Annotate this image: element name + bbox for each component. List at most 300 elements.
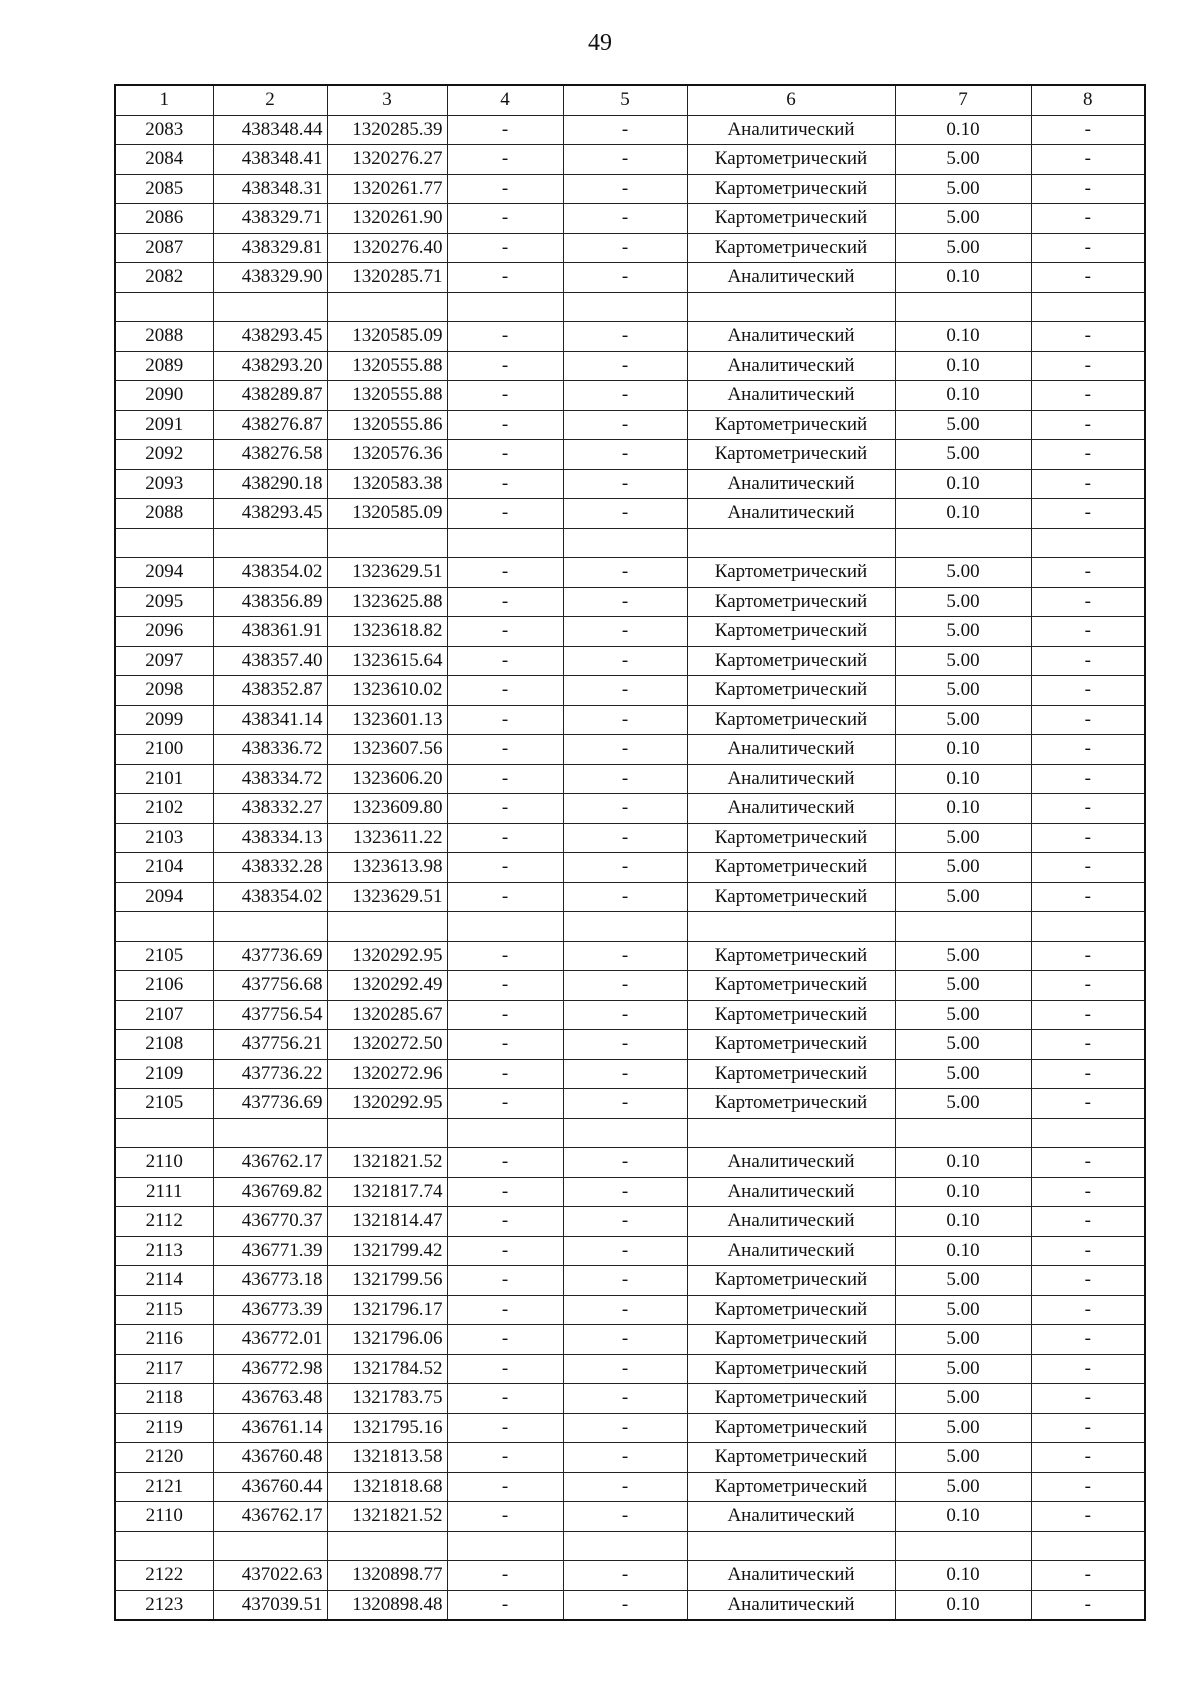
cell-accuracy: 0.10: [895, 1177, 1031, 1207]
cell-method: Картометрический: [687, 558, 895, 588]
cell-y-coord: 1321821.52: [327, 1502, 447, 1532]
table-row: [115, 1384, 1145, 1414]
cell-method: [687, 528, 895, 558]
cell-y-coord: 1321796.17: [327, 1295, 447, 1325]
table-row: [115, 1089, 1145, 1119]
cell-point-number: 2117: [115, 1354, 213, 1384]
cell-col-5: -: [563, 764, 687, 794]
cell-col-4: -: [447, 794, 563, 824]
cell-accuracy: 5.00: [895, 1059, 1031, 1089]
table-row: [115, 587, 1145, 617]
cell-col-4: -: [447, 764, 563, 794]
header-cell-7: 7: [895, 85, 1031, 115]
table-row: [115, 1207, 1145, 1237]
cell-col-4: -: [447, 1413, 563, 1443]
cell-method: Картометрический: [687, 410, 895, 440]
cell-x-coord: 437736.69: [213, 941, 327, 971]
cell-point-number: 2094: [115, 882, 213, 912]
cell-col-4: -: [447, 1089, 563, 1119]
cell-accuracy: 0.10: [895, 1561, 1031, 1591]
cell-method: Картометрический: [687, 1354, 895, 1384]
cell-y-coord: 1320585.09: [327, 322, 447, 352]
cell-col-5: -: [563, 1502, 687, 1532]
cell-col-5: -: [563, 1443, 687, 1473]
cell-method: Картометрический: [687, 617, 895, 647]
cell-col-4: -: [447, 1325, 563, 1355]
cell-col-8: -: [1031, 1000, 1145, 1030]
cell-accuracy: 5.00: [895, 1266, 1031, 1296]
cell-col-5: -: [563, 1089, 687, 1119]
cell-x-coord: 436770.37: [213, 1207, 327, 1237]
cell-x-coord: 438348.44: [213, 115, 327, 145]
cell-y-coord: 1320292.49: [327, 971, 447, 1001]
cell-accuracy: 5.00: [895, 1472, 1031, 1502]
cell-col-4: -: [447, 115, 563, 145]
cell-accuracy: 0.10: [895, 1502, 1031, 1532]
cell-point-number: 2099: [115, 705, 213, 735]
cell-method: Картометрический: [687, 853, 895, 883]
cell-col-4: -: [447, 735, 563, 765]
cell-accuracy: 5.00: [895, 440, 1031, 470]
cell-x-coord: 436769.82: [213, 1177, 327, 1207]
cell-col-4: -: [447, 1236, 563, 1266]
cell-col-5: -: [563, 1472, 687, 1502]
table-row: [115, 1236, 1145, 1266]
cell-col-8: -: [1031, 1030, 1145, 1060]
cell-col-5: -: [563, 646, 687, 676]
cell-x-coord: 438354.02: [213, 882, 327, 912]
cell-point-number: 2089: [115, 351, 213, 381]
cell-col-4: -: [447, 440, 563, 470]
table-row: [115, 1472, 1145, 1502]
cell-accuracy: 0.10: [895, 115, 1031, 145]
cell-y-coord: 1323615.64: [327, 646, 447, 676]
table-body: [115, 85, 1145, 1620]
cell-y-coord: 1320898.48: [327, 1590, 447, 1620]
cell-point-number: 2103: [115, 823, 213, 853]
cell-x-coord: 436762.17: [213, 1148, 327, 1178]
cell-col-5: -: [563, 469, 687, 499]
cell-x-coord: 438289.87: [213, 381, 327, 411]
cell-accuracy: 0.10: [895, 735, 1031, 765]
cell-x-coord: 438357.40: [213, 646, 327, 676]
table-separator-row: [115, 1118, 1145, 1148]
cell-x-coord: 436772.01: [213, 1325, 327, 1355]
cell-accuracy: [895, 912, 1031, 942]
cell-point-number: 2108: [115, 1030, 213, 1060]
cell-accuracy: 5.00: [895, 705, 1031, 735]
cell-col-4: -: [447, 499, 563, 529]
table-row: [115, 1325, 1145, 1355]
cell-y-coord: 1320272.50: [327, 1030, 447, 1060]
cell-method: Картометрический: [687, 1384, 895, 1414]
cell-x-coord: 437756.21: [213, 1030, 327, 1060]
cell-y-coord: 1320583.38: [327, 469, 447, 499]
cell-col-5: -: [563, 1561, 687, 1591]
cell-accuracy: 0.10: [895, 1148, 1031, 1178]
cell-col-5: -: [563, 794, 687, 824]
cell-col-4: -: [447, 1472, 563, 1502]
cell-col-5: -: [563, 1236, 687, 1266]
cell-y-coord: 1323607.56: [327, 735, 447, 765]
cell-col-5: -: [563, 1177, 687, 1207]
table-row: [115, 440, 1145, 470]
cell-col-8: -: [1031, 1295, 1145, 1325]
header-cell-6: 6: [687, 85, 895, 115]
page-number: 49: [588, 30, 612, 56]
cell-method: Картометрический: [687, 646, 895, 676]
cell-x-coord: 438341.14: [213, 705, 327, 735]
cell-method: Картометрический: [687, 971, 895, 1001]
cell-method: Картометрический: [687, 1443, 895, 1473]
cell-method: Картометрический: [687, 882, 895, 912]
cell-col-8: -: [1031, 587, 1145, 617]
cell-col-4: -: [447, 174, 563, 204]
cell-x-coord: [213, 292, 327, 322]
header-cell-4: 4: [447, 85, 563, 115]
cell-col-8: -: [1031, 794, 1145, 824]
cell-method: Картометрический: [687, 1266, 895, 1296]
cell-accuracy: 5.00: [895, 1325, 1031, 1355]
cell-col-8: -: [1031, 882, 1145, 912]
cell-point-number: 2110: [115, 1148, 213, 1178]
cell-accuracy: 5.00: [895, 676, 1031, 706]
cell-col-5: -: [563, 233, 687, 263]
cell-point-number: 2107: [115, 1000, 213, 1030]
cell-y-coord: 1323610.02: [327, 676, 447, 706]
cell-point-number: 2121: [115, 1472, 213, 1502]
cell-col-5: -: [563, 1266, 687, 1296]
cell-col-5: -: [563, 1413, 687, 1443]
table-row: [115, 676, 1145, 706]
cell-method: Картометрический: [687, 174, 895, 204]
cell-accuracy: [895, 292, 1031, 322]
cell-method: Аналитический: [687, 499, 895, 529]
cell-col-8: -: [1031, 410, 1145, 440]
cell-method: Картометрический: [687, 1472, 895, 1502]
cell-x-coord: [213, 912, 327, 942]
cell-accuracy: [895, 1531, 1031, 1561]
cell-y-coord: 1323611.22: [327, 823, 447, 853]
cell-col-5: -: [563, 351, 687, 381]
table-row: [115, 1266, 1145, 1296]
cell-col-5: -: [563, 499, 687, 529]
table-row: [115, 646, 1145, 676]
cell-accuracy: [895, 528, 1031, 558]
cell-x-coord: 436771.39: [213, 1236, 327, 1266]
cell-point-number: 2119: [115, 1413, 213, 1443]
cell-point-number: 2088: [115, 322, 213, 352]
cell-x-coord: 438361.91: [213, 617, 327, 647]
cell-col-4: [447, 528, 563, 558]
cell-y-coord: 1320555.86: [327, 410, 447, 440]
cell-y-coord: 1320898.77: [327, 1561, 447, 1591]
cell-accuracy: 5.00: [895, 971, 1031, 1001]
cell-x-coord: 437736.69: [213, 1089, 327, 1119]
cell-method: Картометрический: [687, 705, 895, 735]
table-row: [115, 794, 1145, 824]
cell-y-coord: 1321814.47: [327, 1207, 447, 1237]
cell-point-number: 2105: [115, 941, 213, 971]
cell-col-8: -: [1031, 617, 1145, 647]
cell-accuracy: 5.00: [895, 853, 1031, 883]
table-row: [115, 1030, 1145, 1060]
cell-accuracy: 5.00: [895, 204, 1031, 234]
table-header-row: [115, 85, 1145, 115]
cell-col-4: -: [447, 676, 563, 706]
table-row: [115, 1354, 1145, 1384]
cell-point-number: 2091: [115, 410, 213, 440]
table-separator-row: [115, 912, 1145, 942]
cell-col-8: -: [1031, 1207, 1145, 1237]
table-row: [115, 764, 1145, 794]
cell-method: Аналитический: [687, 351, 895, 381]
cell-accuracy: 0.10: [895, 381, 1031, 411]
cell-col-4: -: [447, 351, 563, 381]
cell-col-4: -: [447, 381, 563, 411]
cell-col-8: [1031, 528, 1145, 558]
cell-y-coord: [327, 1531, 447, 1561]
cell-col-8: -: [1031, 823, 1145, 853]
cell-col-4: -: [447, 1207, 563, 1237]
table-row: [115, 322, 1145, 352]
cell-accuracy: 5.00: [895, 410, 1031, 440]
cell-y-coord: 1320585.09: [327, 499, 447, 529]
cell-accuracy: 0.10: [895, 469, 1031, 499]
cell-col-8: -: [1031, 115, 1145, 145]
cell-col-5: -: [563, 1325, 687, 1355]
cell-col-4: -: [447, 705, 563, 735]
cell-x-coord: 436773.18: [213, 1266, 327, 1296]
cell-col-4: [447, 292, 563, 322]
cell-x-coord: 438332.28: [213, 853, 327, 883]
table-row: [115, 853, 1145, 883]
cell-x-coord: 438276.58: [213, 440, 327, 470]
table-row: [115, 1000, 1145, 1030]
cell-accuracy: 0.10: [895, 263, 1031, 293]
cell-point-number: 2111: [115, 1177, 213, 1207]
cell-col-4: [447, 1118, 563, 1148]
cell-col-5: -: [563, 1590, 687, 1620]
cell-accuracy: 5.00: [895, 233, 1031, 263]
cell-y-coord: 1323625.88: [327, 587, 447, 617]
cell-method: Картометрический: [687, 1000, 895, 1030]
cell-y-coord: 1321818.68: [327, 1472, 447, 1502]
cell-x-coord: [213, 1118, 327, 1148]
cell-accuracy: 0.10: [895, 1590, 1031, 1620]
table-row: [115, 735, 1145, 765]
cell-col-5: -: [563, 735, 687, 765]
cell-x-coord: 436760.48: [213, 1443, 327, 1473]
cell-y-coord: [327, 292, 447, 322]
cell-col-4: -: [447, 617, 563, 647]
cell-point-number: 2104: [115, 853, 213, 883]
cell-col-5: -: [563, 705, 687, 735]
cell-col-5: -: [563, 174, 687, 204]
header-cell-1: 1: [115, 85, 213, 115]
cell-x-coord: 438354.02: [213, 558, 327, 588]
cell-point-number: 2095: [115, 587, 213, 617]
cell-accuracy: 5.00: [895, 1089, 1031, 1119]
cell-x-coord: 437039.51: [213, 1590, 327, 1620]
cell-x-coord: 436773.39: [213, 1295, 327, 1325]
cell-col-5: -: [563, 1384, 687, 1414]
cell-x-coord: 437022.63: [213, 1561, 327, 1591]
cell-accuracy: 5.00: [895, 1000, 1031, 1030]
cell-col-8: -: [1031, 646, 1145, 676]
cell-accuracy: 5.00: [895, 941, 1031, 971]
cell-point-number: 2106: [115, 971, 213, 1001]
cell-point-number: 2097: [115, 646, 213, 676]
cell-col-8: -: [1031, 440, 1145, 470]
cell-x-coord: 438293.45: [213, 499, 327, 529]
table-row: [115, 381, 1145, 411]
cell-method: Картометрический: [687, 233, 895, 263]
cell-point-number: 2088: [115, 499, 213, 529]
table-row: [115, 1059, 1145, 1089]
cell-col-5: -: [563, 115, 687, 145]
table-row: [115, 882, 1145, 912]
cell-col-8: [1031, 292, 1145, 322]
cell-accuracy: 5.00: [895, 1443, 1031, 1473]
cell-x-coord: 438336.72: [213, 735, 327, 765]
cell-method: Картометрический: [687, 1089, 895, 1119]
cell-y-coord: [327, 912, 447, 942]
cell-method: Аналитический: [687, 735, 895, 765]
table-row: [115, 1148, 1145, 1178]
cell-y-coord: 1323606.20: [327, 764, 447, 794]
cell-col-8: -: [1031, 1413, 1145, 1443]
table-separator-row: [115, 528, 1145, 558]
cell-point-number: [115, 1118, 213, 1148]
table-row: [115, 941, 1145, 971]
cell-y-coord: 1320285.71: [327, 263, 447, 293]
cell-x-coord: 438352.87: [213, 676, 327, 706]
cell-col-8: -: [1031, 1502, 1145, 1532]
coordinates-table: [114, 84, 1146, 1621]
cell-method: Аналитический: [687, 322, 895, 352]
cell-col-4: -: [447, 1059, 563, 1089]
cell-x-coord: 436772.98: [213, 1354, 327, 1384]
cell-point-number: 2120: [115, 1443, 213, 1473]
cell-col-8: -: [1031, 469, 1145, 499]
cell-point-number: 2114: [115, 1266, 213, 1296]
cell-col-8: -: [1031, 322, 1145, 352]
cell-col-4: -: [447, 971, 563, 1001]
cell-col-4: -: [447, 1030, 563, 1060]
cell-y-coord: 1320272.96: [327, 1059, 447, 1089]
cell-point-number: 2084: [115, 145, 213, 175]
cell-point-number: 2090: [115, 381, 213, 411]
cell-x-coord: 437756.68: [213, 971, 327, 1001]
cell-method: Картометрический: [687, 1413, 895, 1443]
cell-col-4: -: [447, 1148, 563, 1178]
cell-col-8: -: [1031, 1590, 1145, 1620]
table-row: [115, 971, 1145, 1001]
cell-accuracy: 5.00: [895, 1030, 1031, 1060]
cell-method: Аналитический: [687, 1502, 895, 1532]
cell-point-number: 2116: [115, 1325, 213, 1355]
cell-col-4: -: [447, 1000, 563, 1030]
cell-col-4: -: [447, 1384, 563, 1414]
cell-method: Картометрический: [687, 676, 895, 706]
table-row: [115, 115, 1145, 145]
cell-col-5: -: [563, 1295, 687, 1325]
cell-point-number: 2100: [115, 735, 213, 765]
cell-y-coord: 1321783.75: [327, 1384, 447, 1414]
cell-col-5: [563, 1118, 687, 1148]
cell-method: [687, 1531, 895, 1561]
cell-method: Аналитический: [687, 764, 895, 794]
cell-accuracy: 5.00: [895, 1384, 1031, 1414]
table-separator-row: [115, 1531, 1145, 1561]
cell-col-4: -: [447, 823, 563, 853]
cell-col-8: -: [1031, 1089, 1145, 1119]
cell-point-number: 2094: [115, 558, 213, 588]
table-row: [115, 145, 1145, 175]
cell-point-number: 2123: [115, 1590, 213, 1620]
cell-x-coord: 438293.20: [213, 351, 327, 381]
cell-y-coord: 1323601.13: [327, 705, 447, 735]
cell-point-number: [115, 292, 213, 322]
cell-col-4: -: [447, 1177, 563, 1207]
table-row: [115, 1561, 1145, 1591]
table-row: [115, 410, 1145, 440]
cell-point-number: 2109: [115, 1059, 213, 1089]
cell-x-coord: 438348.41: [213, 145, 327, 175]
cell-x-coord: 438276.87: [213, 410, 327, 440]
cell-x-coord: 438290.18: [213, 469, 327, 499]
cell-accuracy: 0.10: [895, 794, 1031, 824]
cell-x-coord: [213, 1531, 327, 1561]
cell-accuracy: 5.00: [895, 646, 1031, 676]
cell-col-8: -: [1031, 676, 1145, 706]
cell-method: Картометрический: [687, 1295, 895, 1325]
cell-method: Картометрический: [687, 440, 895, 470]
cell-col-8: -: [1031, 145, 1145, 175]
cell-y-coord: 1323629.51: [327, 882, 447, 912]
cell-y-coord: 1320292.95: [327, 941, 447, 971]
cell-col-5: [563, 292, 687, 322]
cell-accuracy: 0.10: [895, 351, 1031, 381]
cell-y-coord: 1320555.88: [327, 351, 447, 381]
cell-col-8: -: [1031, 1472, 1145, 1502]
cell-col-5: -: [563, 1059, 687, 1089]
cell-y-coord: 1321784.52: [327, 1354, 447, 1384]
cell-col-5: [563, 1531, 687, 1561]
cell-col-8: -: [1031, 971, 1145, 1001]
cell-col-4: -: [447, 941, 563, 971]
cell-point-number: 2113: [115, 1236, 213, 1266]
cell-accuracy: 0.10: [895, 1236, 1031, 1266]
cell-x-coord: 438329.90: [213, 263, 327, 293]
cell-y-coord: 1321799.56: [327, 1266, 447, 1296]
cell-col-8: -: [1031, 1325, 1145, 1355]
cell-col-8: -: [1031, 174, 1145, 204]
cell-col-5: -: [563, 558, 687, 588]
cell-y-coord: [327, 1118, 447, 1148]
table-row: [115, 1177, 1145, 1207]
cell-point-number: 2098: [115, 676, 213, 706]
cell-col-4: -: [447, 1590, 563, 1620]
cell-col-5: -: [563, 1354, 687, 1384]
cell-col-4: [447, 1531, 563, 1561]
cell-col-8: -: [1031, 1059, 1145, 1089]
cell-x-coord: 438334.13: [213, 823, 327, 853]
cell-y-coord: 1323609.80: [327, 794, 447, 824]
cell-col-5: -: [563, 322, 687, 352]
cell-col-5: -: [563, 971, 687, 1001]
